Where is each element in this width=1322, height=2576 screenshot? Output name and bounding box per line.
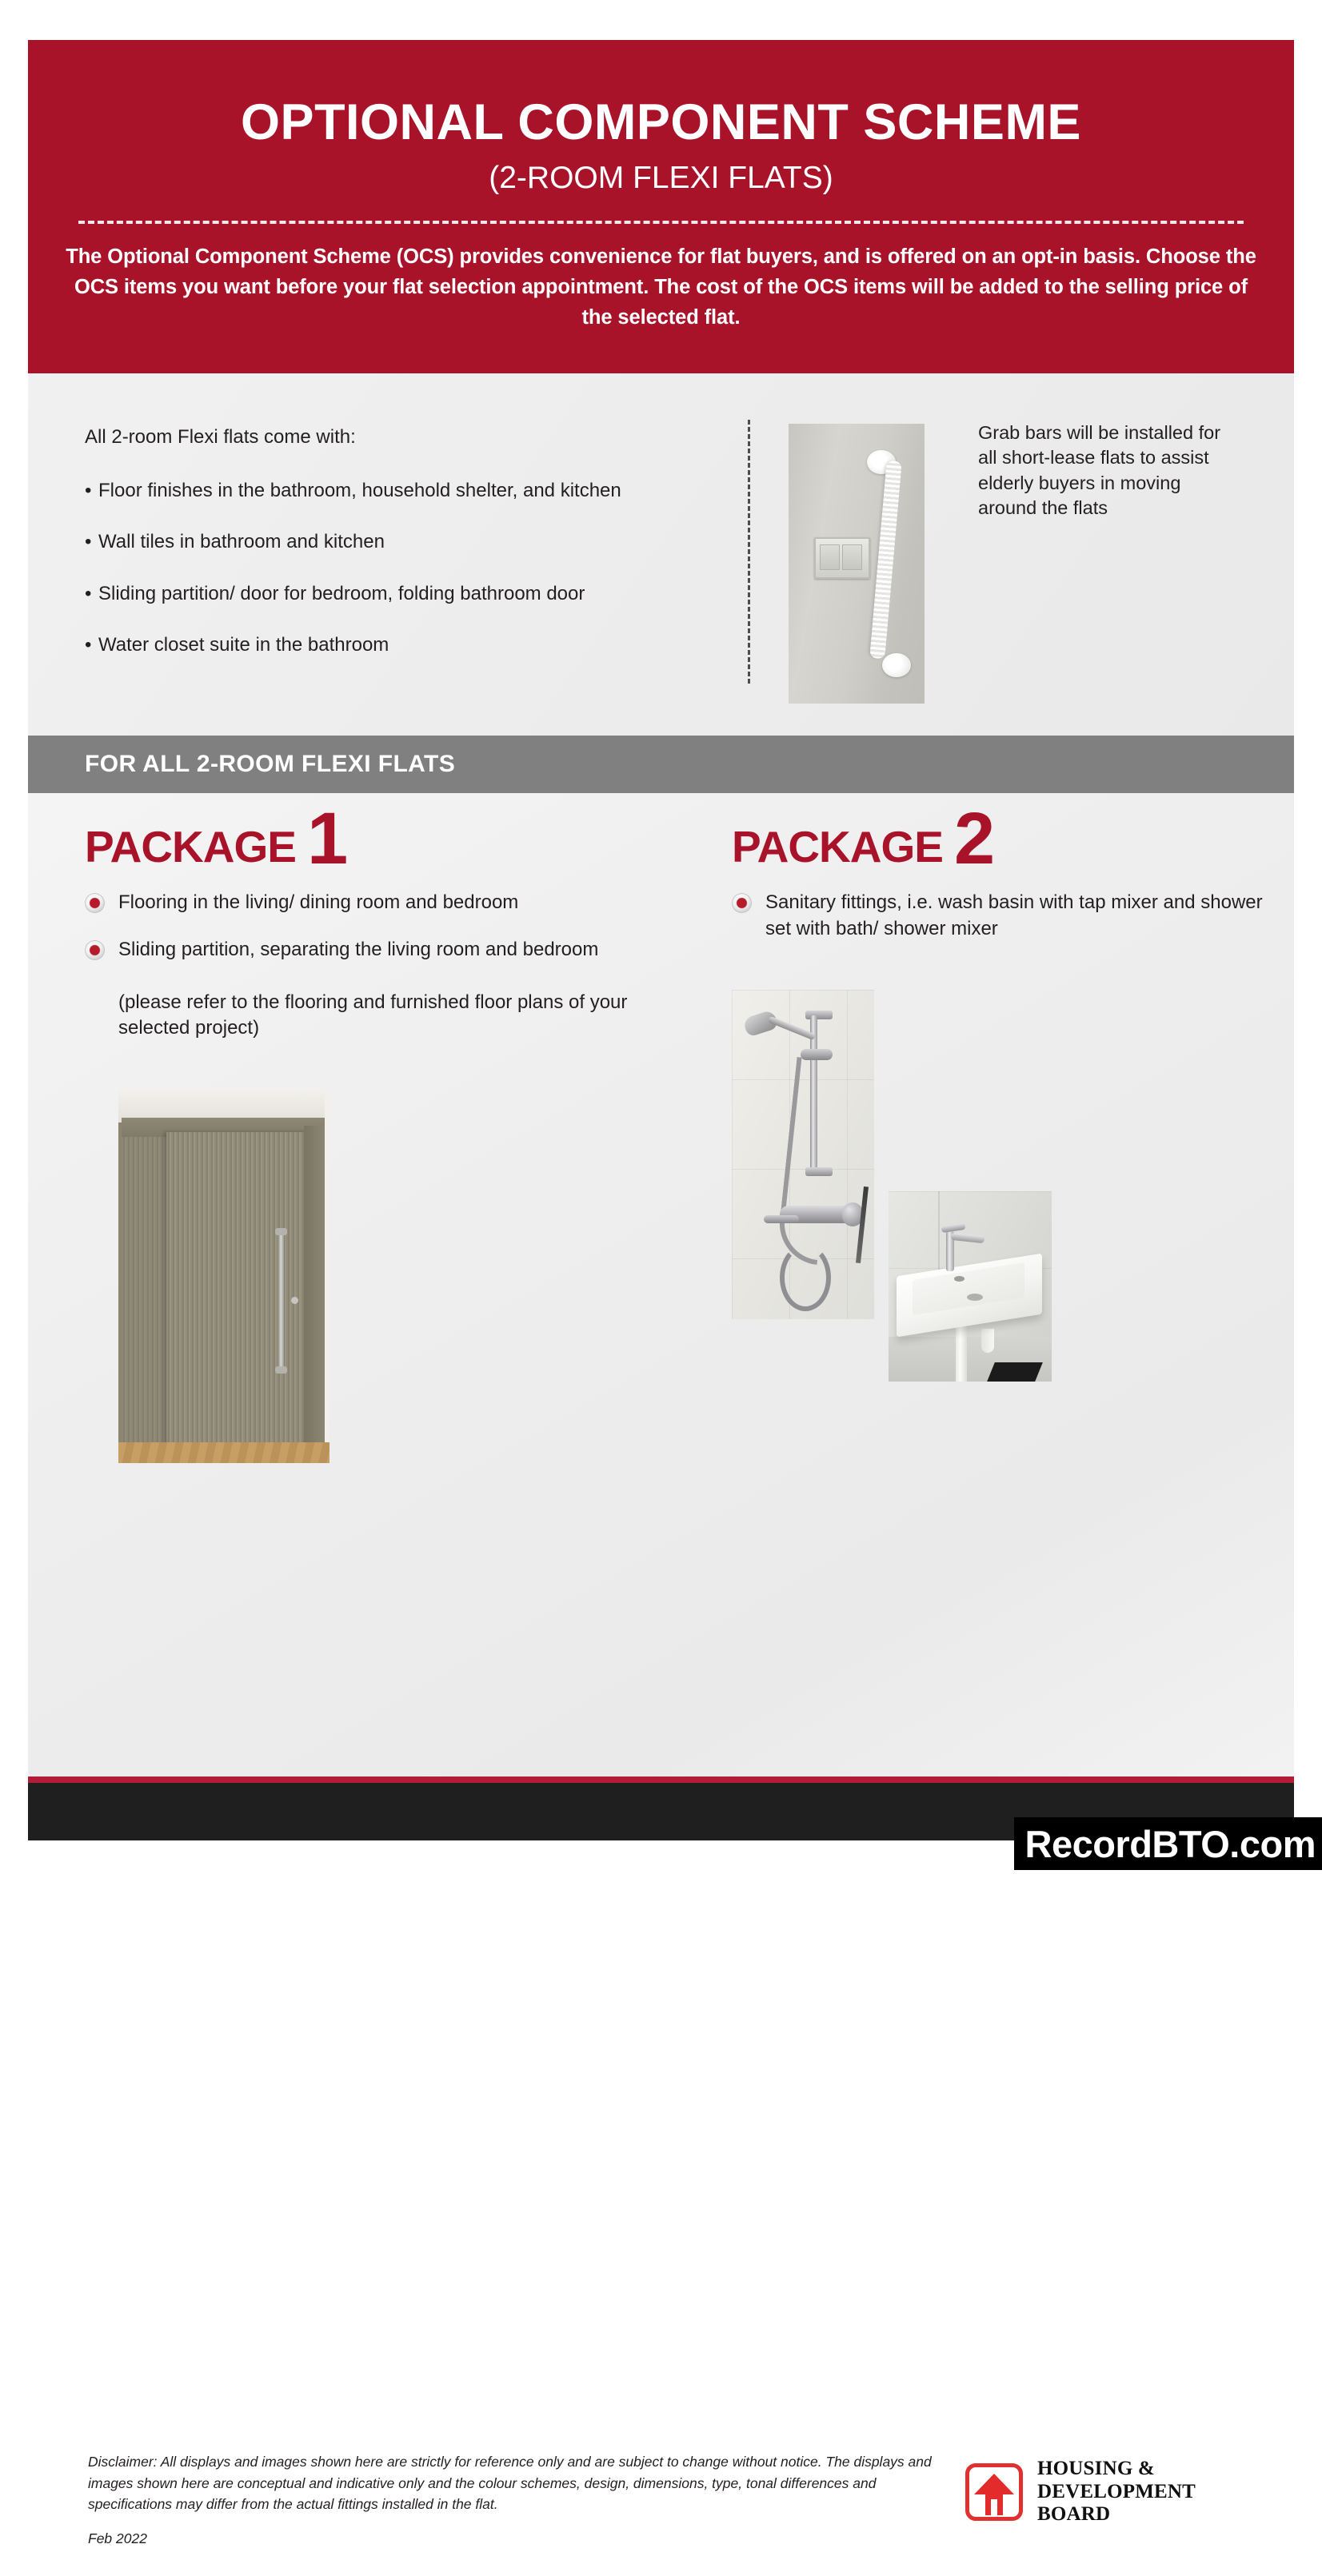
standard-items-lead: All 2-room Flexi flats come with: (85, 425, 717, 449)
bullet-icon: • (85, 632, 98, 658)
section-banner-all-flats (28, 736, 1294, 793)
section-banner-label: FOR ALL 2-ROOM FLEXI FLATS (85, 751, 455, 778)
bullet-icon: • (85, 529, 98, 555)
list-item (85, 632, 717, 658)
grab-bar-note: Grab bars will be installed for all short-lease flats to assist elderly buyers in moving around the flats (978, 421, 1242, 520)
header-description: The Optional Component Scheme (OCS) provides convenience for flat buyers, and is offered on an opt-in basis. Choose the OCS items you want before your flat selection appointment. The cost of the OCS items will be added to the selling price of the selected flat. (60, 224, 1262, 333)
list-item (85, 478, 717, 504)
packages-sheet (28, 793, 1294, 1823)
arrow-notch (991, 2499, 997, 2515)
page-title: OPTIONAL COMPONENT SCHEME (60, 40, 1262, 149)
radio-bullet-icon (85, 893, 105, 913)
header-banner (28, 40, 1294, 373)
hdb-logo-text (1037, 2458, 1196, 2526)
light-switch-icon (814, 537, 870, 579)
intro-section (28, 373, 1294, 771)
footer-section (28, 2440, 1294, 2576)
list-item (85, 937, 693, 963)
list-item-label: Water closet suite in the bathroom (98, 632, 717, 658)
door-panel-front (166, 1132, 307, 1455)
packages-section (28, 809, 1294, 1625)
floor-mat (987, 1362, 1043, 1382)
list-item-label: Wall tiles in bathroom and kitchen (98, 529, 717, 555)
hdb-logo-line-1: HOUSING & (1037, 2458, 1196, 2481)
package-2-word: PACKAGE (732, 825, 943, 869)
list-item-label: Sliding partition/ door for bedroom, folding bathroom door (98, 581, 717, 607)
package-1-heading (85, 809, 693, 869)
radio-bullet-icon (732, 893, 752, 913)
shower-hose-coil (780, 1244, 831, 1311)
package-2-heading (732, 809, 1276, 869)
door-panel-back (122, 1137, 173, 1450)
floor (118, 1442, 330, 1463)
standard-items-list (85, 425, 717, 658)
disclaimer-text: Disclaimer: All displays and images shown here are strictly for reference only and are subject to change without notice. The displays and images shown here are conceptual and indicative only and the colour schemes, design, dimensions, type, tonal differences and specifications may differ from the actual fittings installed in the flat. (88, 2451, 936, 2515)
grab-bar-mount-bottom (882, 653, 911, 677)
list-item-label: Sanitary fittings, i.e. wash basin with tap mixer and shower set with bath/ shower mixer (765, 890, 1276, 941)
publication-date: Feb 2022 (88, 2530, 147, 2547)
grab-bar-photo (789, 424, 925, 704)
package-1-number: 1 (307, 809, 348, 869)
list-item-label: Flooring in the living/ dining room and bedroom (118, 890, 693, 915)
basin-trap (981, 1329, 994, 1353)
list-item (85, 529, 717, 555)
sliding-door-photo (118, 1089, 330, 1463)
door-handle-icon (278, 1233, 284, 1369)
list-item (732, 890, 1276, 941)
wall-right (325, 1089, 330, 1463)
page-subtitle: (2-ROOM FLEXI FLATS) (60, 149, 1262, 196)
list-item-label: Floor finishes in the bathroom, household shelter, and kitchen (98, 478, 717, 504)
package-2 (732, 809, 1276, 963)
watermark-recordbto: RecordBTO.com (1014, 1817, 1322, 1870)
wall-corner (938, 1191, 940, 1279)
package-1-note: (please refer to the flooring and furnished floor plans of your selected project) (118, 990, 693, 1041)
package-1-word: PACKAGE (85, 825, 296, 869)
door-lock-icon (291, 1297, 298, 1304)
wash-basin-photo (889, 1191, 1052, 1382)
hdb-logo-line-3: BOARD (1037, 2503, 1196, 2526)
list-item (85, 890, 693, 915)
arrow-head (974, 2474, 1014, 2494)
package-2-number: 2 (954, 809, 995, 869)
mixer-spout (764, 1215, 799, 1223)
door-jamb (304, 1126, 326, 1455)
radio-bullet-icon (85, 940, 105, 960)
list-item-label: Sliding partition, separating the living room and bedroom (118, 937, 693, 963)
shower-set-photo (732, 990, 874, 1319)
hdb-logo (965, 2458, 1196, 2526)
hdb-logo-line-2: DEVELOPMENT (1037, 2481, 1196, 2504)
list-item (85, 581, 717, 607)
basin-drain-icon (967, 1294, 983, 1301)
hdb-house-arrow-icon (965, 2463, 1023, 2521)
package-1 (85, 809, 693, 1041)
bullet-icon: • (85, 478, 98, 504)
basin-overflow-hole (954, 1276, 965, 1282)
vertical-dashed-divider (748, 420, 750, 684)
bullet-icon: • (85, 581, 98, 607)
basin-pedestal (956, 1326, 967, 1382)
footer-red-rule (28, 1776, 1294, 1783)
